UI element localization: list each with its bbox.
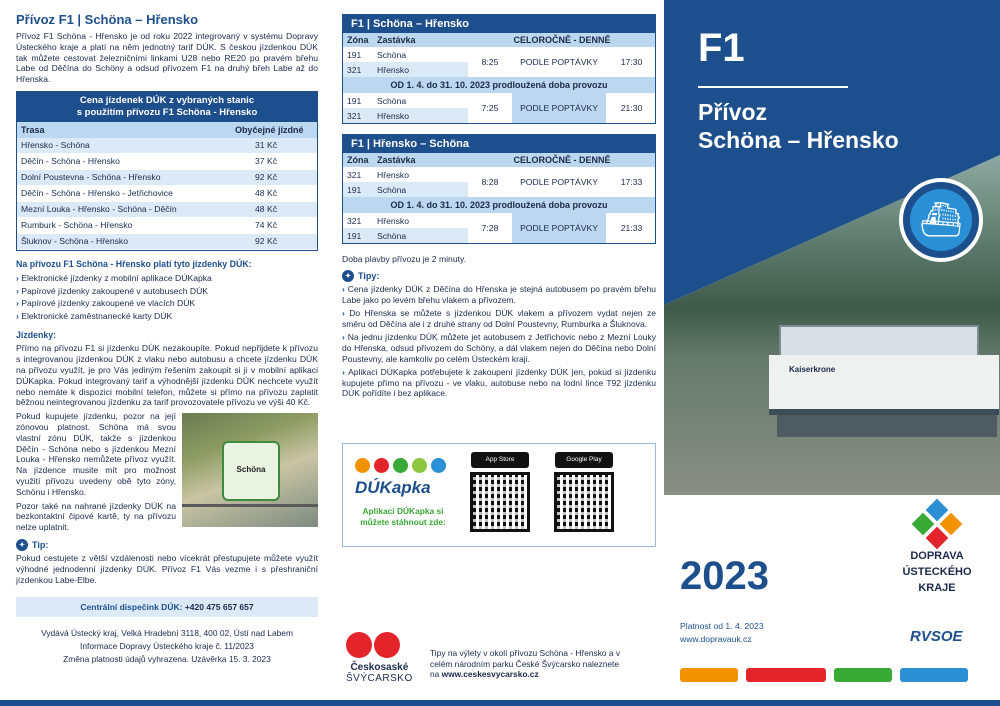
imprint-line2: Informace Dopravy Ústeckého kraje č. 11/2023 xyxy=(80,641,254,652)
lightbulb-icon: ✦ xyxy=(342,270,354,282)
ferry-stop-photo xyxy=(182,413,318,527)
tips-heading xyxy=(342,270,656,282)
boat-name: Kaiserkrone xyxy=(789,365,836,374)
table-row xyxy=(17,153,317,169)
zone-cell: 191 xyxy=(343,228,373,243)
col-zone: Zóna xyxy=(343,153,373,167)
col-all-year: CELOROČNĚ - DENNĚ xyxy=(469,153,655,167)
left-panel xyxy=(0,0,332,706)
price-cell: 48 Kč xyxy=(221,201,317,217)
table-row xyxy=(17,201,317,217)
ferry-boat xyxy=(769,325,999,445)
stop-cell: Hřensko xyxy=(377,215,409,226)
col-zone: Zóna xyxy=(343,33,373,47)
ship-icon: ⛴ xyxy=(910,189,972,251)
price-cell: 92 Kč xyxy=(221,233,317,249)
cover-title-line1: Přívoz xyxy=(698,99,768,125)
time-first: 7:25 xyxy=(469,93,511,123)
valid-tickets-list xyxy=(16,272,318,322)
valid-tickets-heading: Na přívozu F1 Schöna - Hřensko platí tyto jízdenky DÚK: xyxy=(16,258,252,269)
operator-logo: RVSOE xyxy=(910,628,963,645)
ship-badge xyxy=(899,178,983,262)
tips-label: Tipy: xyxy=(358,271,380,281)
trip-tips xyxy=(430,648,630,680)
brand-line2: ÚSTECKÉHO xyxy=(902,566,972,578)
ferry-icon xyxy=(900,668,968,682)
trip-text: Tipy na výlety v okolí přívozu Schöna - Hřensko a v celém národním parku České Švýcarsko naleznete na xyxy=(430,648,621,680)
time-on-demand: PODLE POPTÁVKY xyxy=(511,167,607,197)
cover-title xyxy=(698,98,899,154)
qr-code-ios[interactable] xyxy=(470,472,530,532)
app-store-badge[interactable]: App Store xyxy=(471,452,529,468)
route-cell: Děčín - Schöna - Hřensko - Jetřichovice xyxy=(17,185,221,201)
imprint xyxy=(16,627,318,666)
tip-label: Tip: xyxy=(32,539,49,550)
extended-label: OD 1. 4. do 31. 10. 2023 prodloužená doba provozu xyxy=(343,77,655,93)
list-item: › Papírové jízdenky zakoupené ve vlacích DÚK xyxy=(16,297,318,310)
col-price: Obyčejné jízdné xyxy=(221,122,317,138)
stop-cell: Schöna xyxy=(373,182,469,197)
ferry-icon xyxy=(431,458,446,473)
price-heading xyxy=(17,92,317,122)
cover-panel xyxy=(664,0,1000,706)
tickets-para3: Pozor také na nahrané jízdenky DÚK na bezkontaktní čipové kartě, ty na přívozu nelze uplatnit. xyxy=(16,500,176,533)
arrows-icon xyxy=(915,502,959,546)
time-last: 21:30 xyxy=(607,93,655,123)
tickets-heading: Jízdenky: xyxy=(16,330,57,341)
route-cell: Děčín - Schöna - Hřensko xyxy=(17,153,221,169)
boat-deck xyxy=(769,355,999,415)
logo-circle-icon xyxy=(346,632,372,658)
cs-logo-line2: ŠVÝCARSKO xyxy=(346,673,413,684)
col-stop: Zastávka xyxy=(373,153,469,167)
route-cell: Dolní Poustevna - Schöna - Hřensko xyxy=(17,169,221,185)
trolley-icon xyxy=(834,668,892,682)
time-last: 21:33 xyxy=(607,213,655,243)
website-link[interactable]: www.dopravauk.cz xyxy=(680,634,752,644)
time-first: 8:25 xyxy=(469,47,511,77)
stop-cell: Schöna xyxy=(377,95,407,106)
table-row xyxy=(343,213,655,228)
trip-url[interactable]: www.ceskesvycarsko.cz xyxy=(441,669,539,680)
tip-text: Pokud cestujete z větší vzdálenosti nebo vícekrát přestupujete můžete využít výhodné jednodenní jízdenky DÚK. Přívoz F1 Vás vezme i s přeshraniční jízdenkou Labe-Elbe. xyxy=(16,552,318,585)
google-play-badge[interactable]: Google Play xyxy=(555,452,613,468)
boat-hull xyxy=(777,415,997,437)
list-item: › Do Hřenska se můžete s jízdenkou DÚK vlakem a přívozem vydat nejen ze směru od Děčína ale i z druhé strany od Dolní Poustevny, Rumburka a Šluknova. xyxy=(342,308,656,329)
brand-line1: DOPRAVA xyxy=(910,550,964,562)
timetable-title: F1 | Hřensko – Schöna xyxy=(343,135,655,153)
validity-info xyxy=(680,620,764,646)
extended-label: OD 1. 4. do 31. 10. 2023 prodloužená doba provozu xyxy=(343,197,655,213)
tickets-para1: Přímo na přívozu F1 si jízdenku DÚK nezakoupíte. Pokud nepřijdete k přívozu s integrovanou jízdenkou DÚK z vlaku nebo autobusu a chcete jízdenku DÚK na přívozu využít, je pro Vás jediným řešením zakoupit si ji v mobilní aplikaci DÚKapka. Pokud integrovaný tarif a výhodnější jízdenku DÚK nechcete využít nebo nemáte k dispozici mobilní telefon, můžete si přímo na přívozu zaplatit běžnou neintegrovanou jízdenku za tarif provozovatele přívozu ve výši 40 Kč. xyxy=(16,343,318,408)
tip-heading xyxy=(16,539,318,551)
table-row xyxy=(343,167,655,182)
time-first: 7:28 xyxy=(469,213,511,243)
duk-logo xyxy=(892,502,982,594)
table-row xyxy=(343,93,655,108)
brand-line3: KRAJE xyxy=(918,582,956,594)
zone-cell: 321 xyxy=(343,62,373,77)
train-icon xyxy=(374,458,389,473)
cs-logo-line1: Českosaské xyxy=(350,662,409,673)
imprint-line3: Změna platnosti údajů vyhrazena. Uzávěrka 15. 3. 2023 xyxy=(63,654,271,665)
table-row xyxy=(17,217,317,233)
lightbulb-icon: ✦ xyxy=(16,539,28,551)
extended-season-row xyxy=(343,77,655,93)
table-row xyxy=(17,185,317,201)
line-number: F1 xyxy=(698,26,745,70)
transport-icons xyxy=(355,458,446,473)
tips-list xyxy=(342,284,656,399)
vehicle-strip xyxy=(680,668,968,682)
table-row xyxy=(17,169,317,185)
cover-title-line2: Schöna – Hřensko xyxy=(698,127,899,153)
dispatch-line xyxy=(16,597,318,617)
dispatch-phone: +420 475 657 657 xyxy=(184,602,254,613)
timetable-hrensko-schona xyxy=(342,134,656,244)
tickets-para2: Pokud kupujete jízdenku, pozor na její zónovou platnost. Schöna má svou vlastní zónu DÚK, takže s jízdenkou Děčín - Schöna nebo s jízdenkou Mezní Louka - Hřensko nemůžete přívoz využít. Na jízdence musite mít pro možnost využití přívozu uvedeny obě tyto zóny, Schönu i Hřensko. xyxy=(16,411,176,497)
price-cell: 74 Kč xyxy=(221,217,317,233)
time-on-demand: PODLE POPTÁVKY xyxy=(511,93,607,123)
col-route: Trasa xyxy=(17,122,221,138)
train-icon xyxy=(746,668,826,682)
qr-code-android[interactable] xyxy=(554,472,614,532)
time-last: 17:33 xyxy=(607,167,655,197)
route-cell: Rumburk - Schöna - Hřensko xyxy=(17,217,221,233)
year: 2023 xyxy=(680,554,769,598)
zone-cell: 191 xyxy=(347,95,362,106)
table-row xyxy=(17,233,317,249)
list-item: › Cena jízdenky DÚK z Děčína do Hřenska je stejná autobusem po pravém břehu Labe jako po levém břehu vlakem a přívozem. xyxy=(342,284,656,305)
validity-date: Platnost od 1. 4. 2023 xyxy=(680,621,764,631)
logo-circle-icon xyxy=(374,632,400,658)
app-promo xyxy=(342,443,656,547)
dispatch-label: Centrální dispečink DÚK: xyxy=(80,602,183,613)
title-rule xyxy=(698,86,848,88)
tram-icon xyxy=(412,458,427,473)
app-download-text: Aplikaci DÚKapka si můžete stáhnout zde: xyxy=(360,505,446,527)
zone-cell: 321 xyxy=(347,215,362,226)
extended-season-row xyxy=(343,197,655,213)
time-on-demand: PODLE POPTÁVKY xyxy=(511,213,607,243)
middle-panel xyxy=(332,0,664,706)
route-cell: Hřensko - Schöna xyxy=(17,138,221,154)
list-item: › Papírové jízdenky zakoupené v autobusech DÚK xyxy=(16,285,318,298)
price-cell: 31 Kč xyxy=(221,138,317,154)
route-cell: Šluknov - Schöna - Hřensko xyxy=(17,233,221,249)
trolley-icon xyxy=(393,458,408,473)
table-row xyxy=(17,138,317,154)
timetable-title: F1 | Schöna – Hřensko xyxy=(343,15,655,33)
price-cell: 92 Kč xyxy=(221,169,317,185)
bus-icon xyxy=(680,668,738,682)
table-row xyxy=(343,47,655,62)
list-item: › Elektronické zaměstnanecké karty DÚK xyxy=(16,310,318,323)
app-logo: DÚKapka xyxy=(355,477,431,497)
zone-cell: 321 xyxy=(343,108,373,123)
intro-title: Přívoz F1 | Schöna – Hřensko xyxy=(16,12,199,27)
list-item: › Na jednu jízdenku DÚK můžete jet autobusem z Jetřichovic nebo z Mezní Louky do Hřenska, odsud přívozem do Schöny, a dál vlakem nejen do Děčína nebo Dolní Poustevny, ale kamkoliv po celém Ústeckém kraji. xyxy=(342,332,656,364)
stop-cell: Hřensko xyxy=(377,169,409,180)
route-cell: Mezní Louka - Hřensko - Schöna - Děčín xyxy=(17,201,221,217)
time-last: 17:30 xyxy=(607,47,655,77)
zone-cell: 191 xyxy=(343,182,373,197)
price-heading-line1: Cena jízdenek DÚK z vybraných stanic xyxy=(79,94,255,106)
stop-cell: Hřensko xyxy=(373,62,469,77)
time-on-demand: PODLE POPTÁVKY xyxy=(511,47,607,77)
stop-cell: Hřensko xyxy=(373,108,469,123)
crossing-duration: Doba plavby přívozu je 2 minuty. xyxy=(342,254,467,264)
col-stop: Zastávka xyxy=(373,33,469,47)
price-cell: 37 Kč xyxy=(221,153,317,169)
ticket-booth xyxy=(222,441,280,501)
price-cell: 48 Kč xyxy=(221,185,317,201)
intro-text: Přívoz F1 Schöna - Hřensko je od roku 2022 integrovaný v systému Dopravy Ústeckého kraje a platí na něm jednotný tarif DÚK. S českou jízdenkou DÚK tak můžete cestovat železničními linkami U28 nebo RE20 po pravém břehu Labe od Děčína do Schöny a odsud přívozem F1 na druhý břeh Labe až do Hřenska. xyxy=(16,31,318,85)
zone-cell: 321 xyxy=(347,169,362,180)
time-first: 8:28 xyxy=(469,167,511,197)
stop-cell: Schöna xyxy=(377,49,407,60)
list-item: › Aplikaci DÚKapka potřebujete k zakoupení jízdenky DÚK jen, pokud si jízdenku kupujete přímo na přívozu - ve vlaku, autobuse nebo na lodní lince T92 jízdenku DÚK pořídíte i bez aplikace. xyxy=(342,367,656,399)
imprint-line1: Vydává Ústecký kraj, Velká Hradební 3118, 400 02, Ústí nad Labem xyxy=(41,628,293,639)
bus-icon xyxy=(355,458,370,473)
rail-line xyxy=(182,504,318,507)
zone-cell: 191 xyxy=(347,49,362,60)
price-table xyxy=(16,91,318,251)
bottom-bar xyxy=(0,700,1000,706)
price-heading-line2: s použitím přívozu F1 Schöna - Hřensko xyxy=(76,106,258,118)
booth-label: Schöna xyxy=(236,465,266,475)
list-item: › Elektronické jízdenky z mobilní aplikace DÚKapka xyxy=(16,272,318,285)
col-all-year: CELOROČNĚ - DENNĚ xyxy=(469,33,655,47)
ceske-svycarsko-logo xyxy=(346,632,413,684)
timetable-schona-hrensko xyxy=(342,14,656,124)
stop-cell: Schöna xyxy=(373,228,469,243)
